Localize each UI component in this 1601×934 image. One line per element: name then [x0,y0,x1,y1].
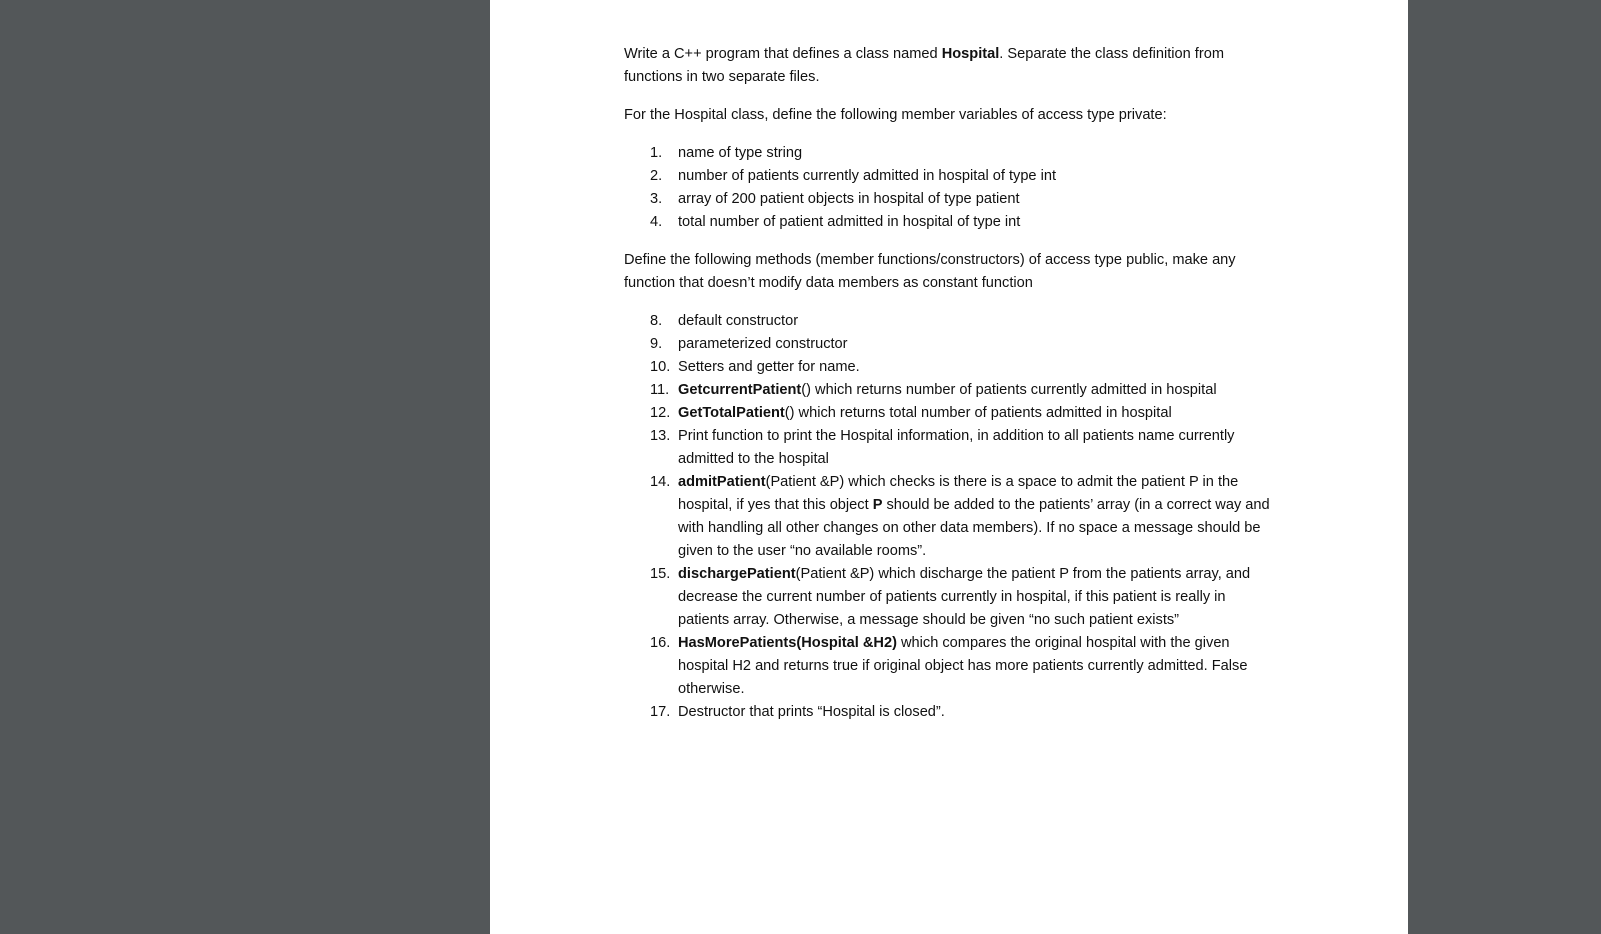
list-item-text: total number of patient admitted in hospital of type int [678,214,1021,230]
list-number: 9. [650,336,663,352]
intro-paragraph [624,43,1274,89]
list-item [624,356,1274,379]
list-number: 2. [650,168,663,184]
method-name: GetcurrentPatient [678,382,802,398]
list-item [624,188,1274,211]
list-item [624,165,1274,188]
list-number: 14. [650,474,671,490]
list-item-text: (Patient &P) which discharge the patient P from the patients array, and decrease the current number of patients currently in hospital, if this patient is really in patients array. Otherwise, a message should be given “no such patient exists” [678,566,1251,628]
list-item-text: number of patients currently admitted in hospital of type int [678,168,1057,184]
list-item-text: default constructor [678,313,799,329]
list-item [624,402,1274,425]
list-item [624,471,1274,563]
page-content [624,43,1274,739]
list-item-text: Destructor that prints “Hospital is closed”. [678,704,945,720]
list-item [624,425,1274,471]
intro-class-name: Hospital [941,46,1000,62]
list-item [624,333,1274,356]
list-number: 17. [650,704,671,720]
list-number: 8. [650,313,663,329]
list-item-text: (Patient &P) which checks is there is a space to admit the patient P in the hospital, if yes that this object [678,474,1239,513]
list-item-text: array of 200 patient objects in hospital of type patient [678,191,1020,207]
methods-intro: Define the following methods (member functions/constructors) of access type public, make any function that doesn’t modify data members as constant function [624,252,1236,291]
list-number: 3. [650,191,663,207]
list-number: 13. [650,428,671,444]
list-item-text: () which returns number of patients currently admitted in hospital [801,382,1217,398]
intro-text-post: . Separate the class definition from functions in two separate files. [624,46,1224,85]
document-page [490,0,1408,934]
list-item-text: parameterized constructor [678,336,848,352]
member-variables-list [624,142,1274,234]
list-item-text: Setters and getter for name. [678,359,860,375]
method-name: admitPatient [678,474,766,490]
list-item-text-cont: should be added to the patients’ array (in a correct way and with handling all other changes on other data members). If no space a message should be given to the user “no available rooms”. [678,497,1270,559]
method-name: GetTotalPatient [678,405,785,421]
list-item [624,379,1274,402]
list-item [624,142,1274,165]
list-number: 11. [650,382,670,398]
list-number: 15. [650,566,671,582]
list-item [624,211,1274,234]
method-name: HasMorePatients(Hospital &H2) [678,635,897,651]
list-item [624,563,1274,632]
object-name: P [872,497,883,513]
list-number: 4. [650,214,663,230]
methods-list [624,310,1274,724]
list-item-text: name of type string [678,145,803,161]
list-number: 10. [650,359,671,375]
list-item-text: Print function to print the Hospital information, in addition to all patients name currently admitted to the hospital [678,428,1235,467]
list-number: 12. [650,405,671,421]
list-item [624,701,1274,724]
intro-text-pre: Write a C++ program that defines a class named [624,46,942,62]
list-item-text: () which returns total number of patients admitted in hospital [784,405,1172,421]
list-item [624,310,1274,333]
method-name: dischargePatient [678,566,796,582]
member-variables-intro: For the Hospital class, define the following member variables of access type private: [624,107,1167,123]
list-item [624,632,1274,701]
list-number: 1. [650,145,663,161]
list-item-text: which compares the original hospital with the given hospital H2 and returns true if original object has more patients currently admitted. False otherwise. [678,635,1248,697]
list-number: 16. [650,635,671,651]
